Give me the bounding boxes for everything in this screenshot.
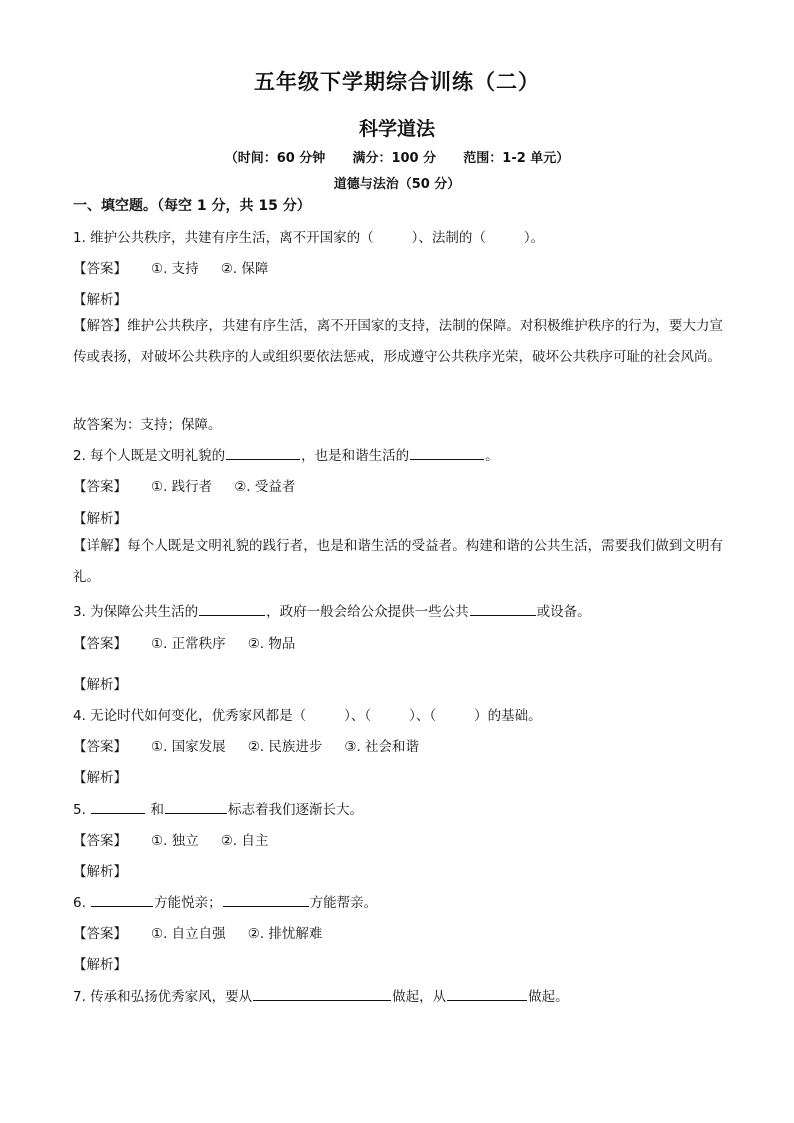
question-text: 。 (485, 448, 499, 464)
answer-label: 【答案】 (73, 833, 127, 849)
question-3 (73, 600, 591, 620)
answer-blank (91, 892, 153, 907)
answer-blank (253, 986, 391, 1001)
answer-value: ①. 支持 (151, 261, 199, 277)
detail-2: 【详解】每个人既是文明礼貌的践行者，也是和谐生活的受益者。构建和谐的公共生活，需要我们做到文明有礼。 (73, 538, 723, 585)
answer-value: ②. 受益者 (234, 479, 296, 495)
answer-value: ①. 独立 (151, 833, 199, 849)
answer-3 (73, 632, 317, 652)
analysis-label-3: 【解析】 (73, 677, 127, 693)
answer-value: ①. 国家发展 (151, 739, 226, 755)
answer-5 (73, 829, 290, 849)
answer-value: ③. 社会和谐 (344, 739, 420, 755)
answer-label: 【答案】 (73, 636, 127, 652)
question-text: 2. 每个人既是文明礼貌的 (73, 448, 226, 464)
answer-1 (73, 257, 290, 277)
answer-label: 【答案】 (73, 739, 127, 755)
answer-blank (470, 601, 536, 616)
answer-value: ②. 物品 (247, 636, 296, 652)
conclusion-1: 故答案为：支持；保障。 (73, 417, 222, 433)
question-6 (73, 891, 377, 911)
question-text: 做起。 (528, 989, 569, 1005)
question-text: 5. (73, 802, 91, 818)
answer-value: ②. 民族进步 (247, 739, 323, 755)
question-5 (73, 798, 363, 818)
question-text: 6. (73, 895, 91, 911)
question-2 (73, 444, 499, 464)
question-text: 做起，从 (392, 989, 447, 1005)
question-text: ）、（ (344, 708, 372, 724)
part-heading: 一、填空题。（每空 1 分，共 15 分） (73, 198, 311, 214)
answer-2 (73, 475, 317, 495)
answer-value: ①. 践行者 (151, 479, 213, 495)
answer-blank (199, 601, 265, 616)
question-text: 或设备。 (536, 604, 591, 620)
answer-blank (165, 799, 227, 814)
answer-label: 【答案】 (73, 479, 127, 495)
answer-label: 【答案】 (73, 261, 127, 277)
question-text: ）、（ (409, 708, 437, 724)
answer-value: ①. 正常秩序 (151, 636, 226, 652)
question-7 (73, 985, 569, 1005)
question-4 (73, 704, 542, 724)
answer-label: 【答案】 (73, 926, 127, 942)
question-text: 标志着我们逐渐长大。 (227, 802, 363, 818)
answer-blank (410, 445, 484, 460)
question-text: ，政府一般会给公众提供一些公共 (266, 604, 469, 620)
question-text: 1. 维护公共秩序，共建有序生活，离不开国家的（ (73, 230, 374, 246)
answer-blank (223, 892, 309, 907)
answer-value: ②. 自主 (220, 833, 269, 849)
analysis-label-5: 【解析】 (73, 864, 127, 880)
analysis-label-6: 【解析】 (73, 957, 127, 973)
answer-value: ①. 自立自强 (151, 926, 226, 942)
analysis-label-4: 【解析】 (73, 770, 127, 786)
detail-1: 【解答】维护公共秩序，共建有序生活，离不开国家的支持，法制的保障。对积极维护秩序的行为，要大力宣传或表扬，对破坏公共秩序的人或组织要依法惩戒，形成遵守公共秩序光荣，破坏公共秩序可耻的社会风尚。 (73, 318, 723, 365)
section-title: 道德与法治（50 分） (333, 177, 461, 192)
page-subtitle: 科学道法 (358, 118, 435, 140)
question-text: ，也是和谐生活的 (301, 448, 410, 464)
answer-value: ②. 排忧解难 (247, 926, 323, 942)
answer-value: ②. 保障 (220, 261, 269, 277)
question-text: 3. 为保障公共生活的 (73, 604, 199, 620)
analysis-label-2: 【解析】 (73, 511, 127, 527)
answer-4 (73, 735, 441, 755)
question-text: ）。 (523, 230, 545, 246)
question-text: 和 (146, 802, 164, 818)
question-text: 4. 无论时代如何变化，优秀家风都是（ (73, 708, 307, 724)
answer-blank (447, 986, 527, 1001)
answer-blank (226, 445, 300, 460)
answer-blank (91, 799, 145, 814)
analysis-label-1: 【解析】 (73, 292, 127, 308)
question-text: ）、法制的（ (411, 230, 486, 246)
exam-info: （时间：60 分钟 满分：100 分 范围：1-2 单元） (224, 151, 570, 166)
answer-6 (73, 922, 344, 942)
question-1 (73, 226, 544, 246)
question-text: ）的基础。 (474, 708, 542, 724)
question-text: 方能悦亲； (154, 895, 222, 911)
question-text: 7. 传承和弘扬优秀家风，要从 (73, 989, 253, 1005)
page-title: 五年级下学期综合训练（二） (254, 70, 540, 94)
question-text: 方能帮亲。 (309, 895, 378, 911)
